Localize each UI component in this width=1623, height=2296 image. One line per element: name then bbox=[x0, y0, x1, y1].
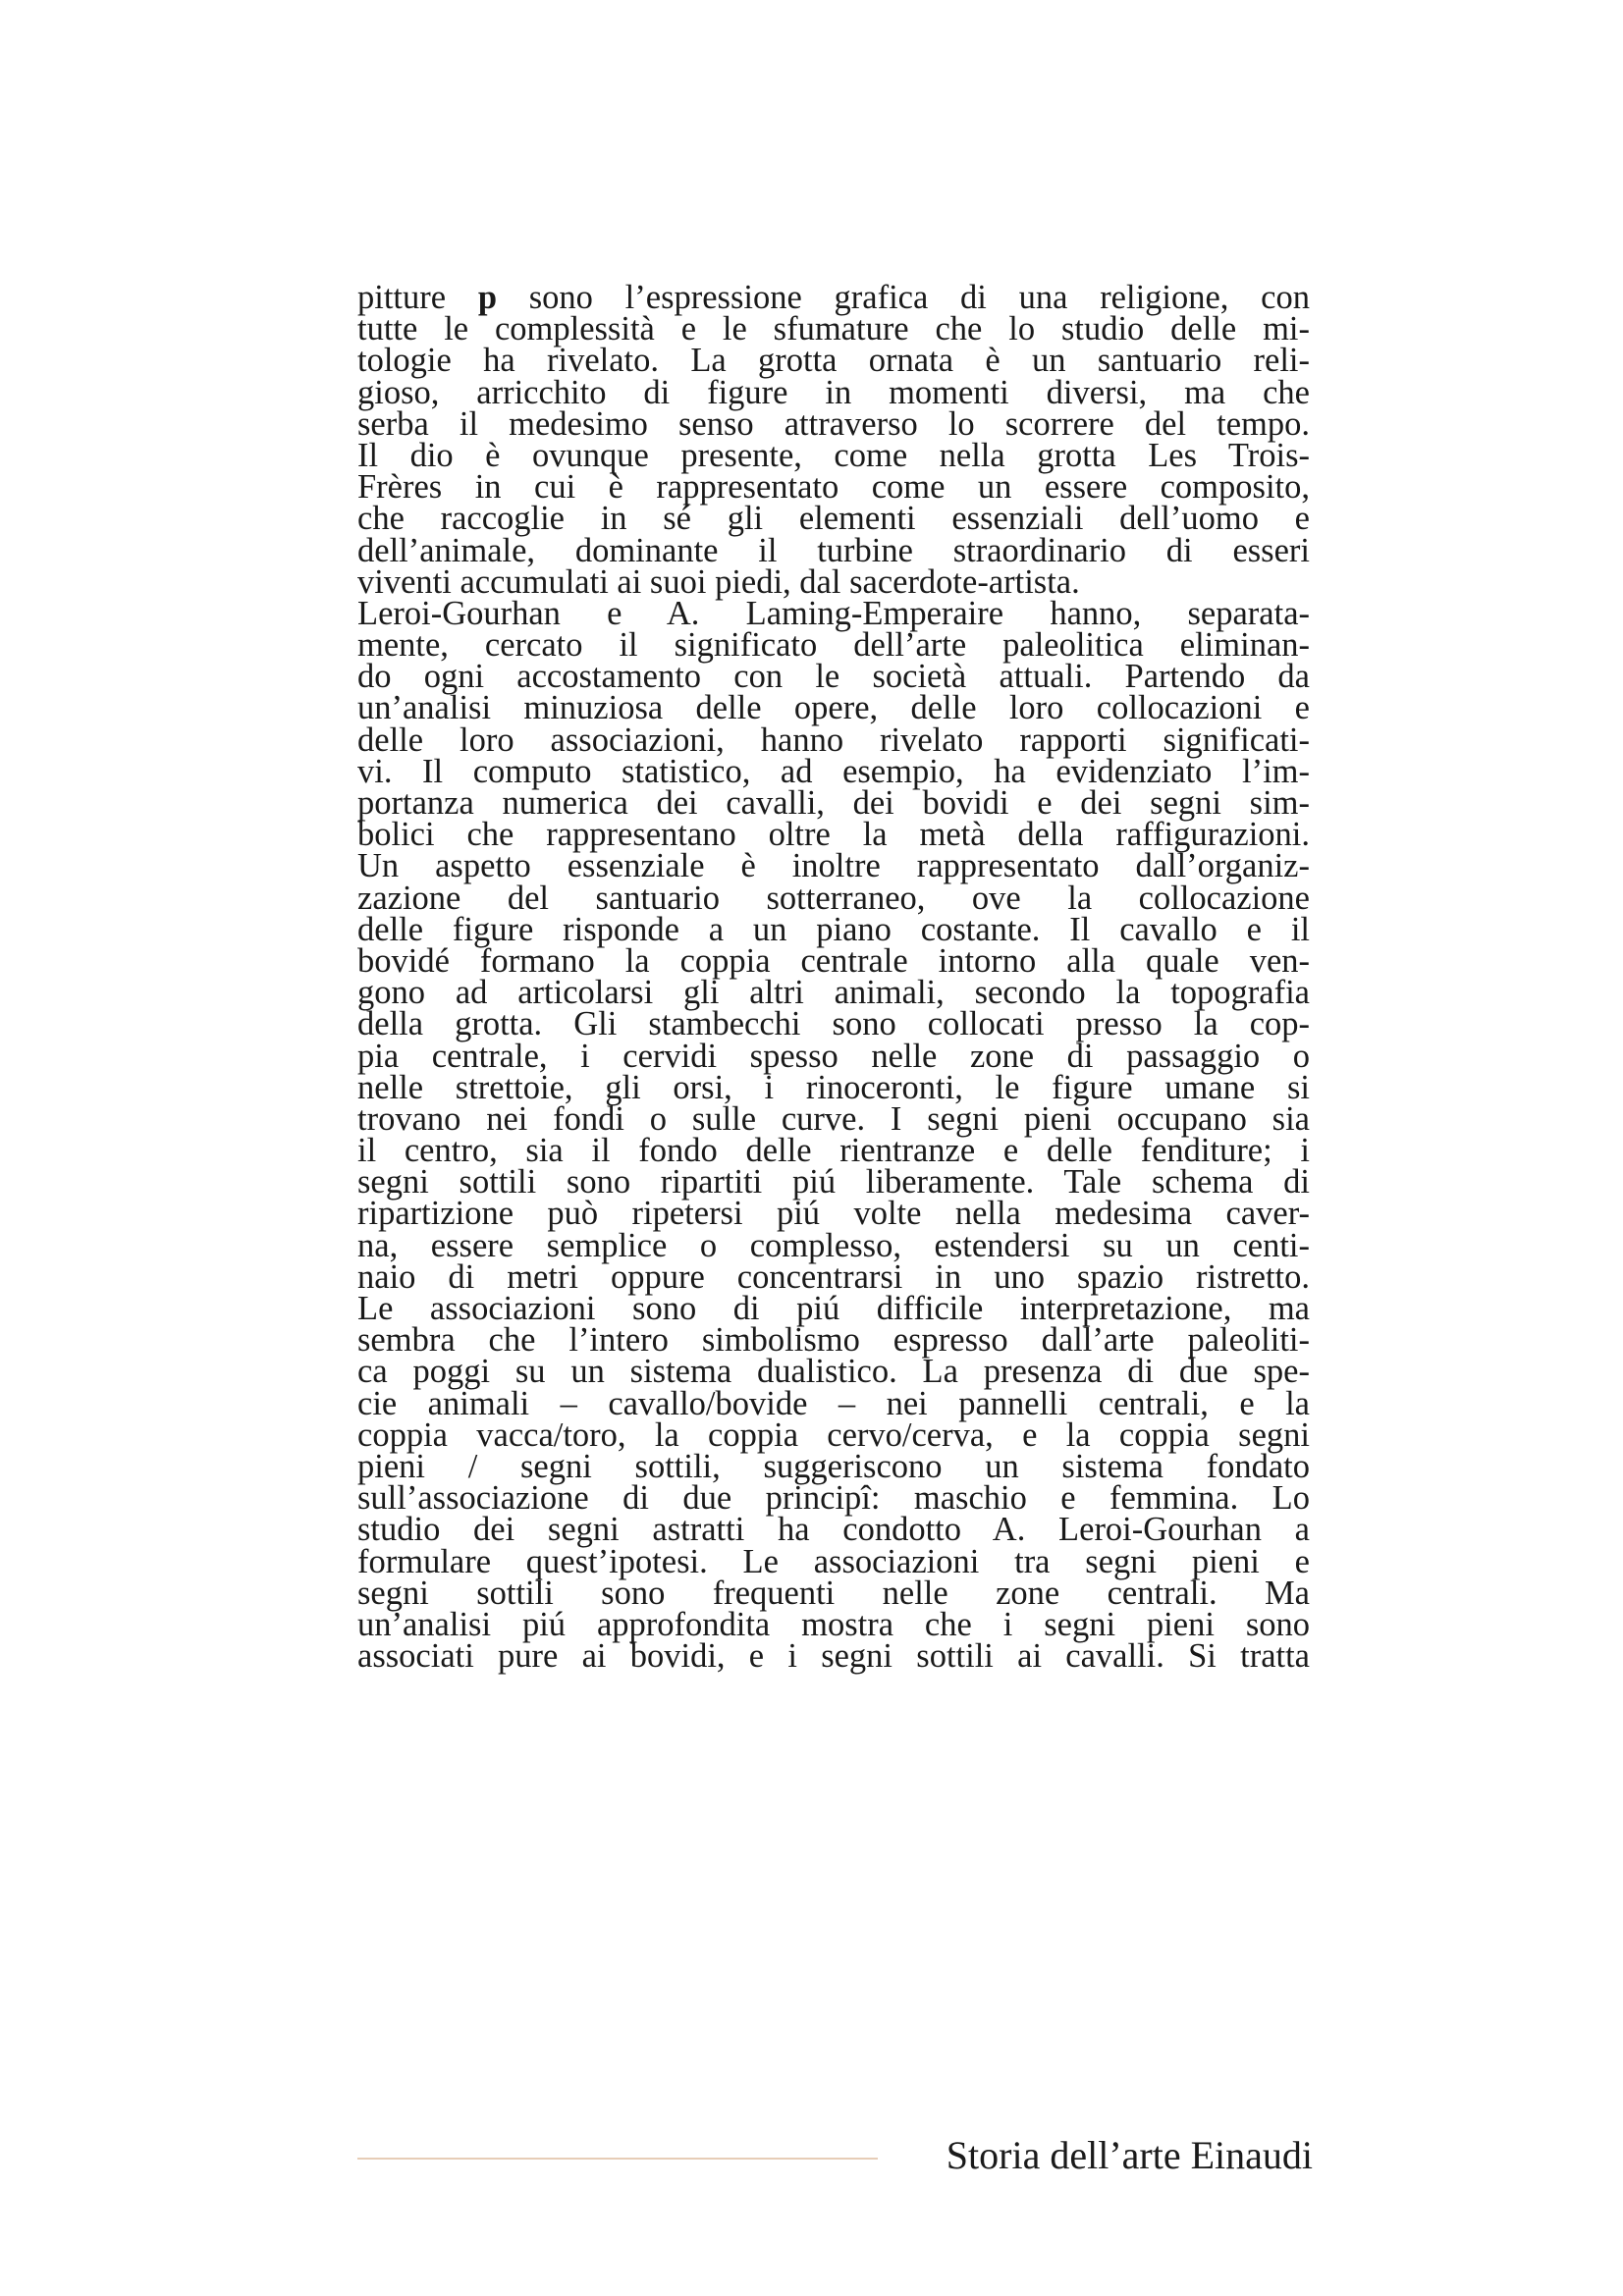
text-line: portanza numerica dei cavalli, dei bovidi e dei segni sim- bbox=[357, 784, 1310, 822]
text-line: un’analisi piú approfondita mostra che i segni pieni sono bbox=[357, 1605, 1310, 1643]
text-line: pieni / segni sottili, suggeriscono un sistema fondato bbox=[357, 1447, 1310, 1485]
text-line: trovano nei fondi o sulle curve. I segni pieni occupano sia bbox=[357, 1099, 1310, 1138]
text-line: do ogni accostamento con le società attuali. Partendo da bbox=[357, 658, 1310, 696]
text-fragment: pitture bbox=[357, 279, 478, 316]
text-line: Le associazioni sono di piú difficile interpretazione, ma bbox=[357, 1290, 1310, 1327]
text-line: Un aspetto essenziale è inoltre rappresentato dall’organiz- bbox=[357, 847, 1310, 885]
text-line: nelle strettoie, gli orsi, i rinoceronti, le figure umane si bbox=[357, 1068, 1310, 1106]
bold-letter: p bbox=[477, 279, 497, 316]
text-line: sembra che l’intero simbolismo espresso dall’arte paleoliti- bbox=[357, 1321, 1310, 1360]
text-line: delle figure risponde a un piano costante. Il cavallo e il bbox=[357, 910, 1310, 948]
text-line: bovidé formano la coppia centrale intorno alla quale ven- bbox=[357, 941, 1310, 980]
text-line: coppia vacca/toro, la coppia cervo/cerva, e la coppia segni bbox=[357, 1415, 1310, 1454]
footer-rule bbox=[357, 2158, 878, 2160]
text-line: il centro, sia il fondo delle rientranze e delle fenditure; i bbox=[357, 1132, 1310, 1170]
text-line: na, essere semplice o complesso, estendersi su un centi- bbox=[357, 1226, 1310, 1264]
text-line: un’analisi minuziosa delle opere, delle loro collocazioni e bbox=[357, 689, 1310, 727]
text-line: dell’animale, dominante il turbine straordinario di esseri bbox=[357, 531, 1310, 569]
text-line: sull’associazione di due principî: maschio e femmina. Lo bbox=[357, 1479, 1310, 1518]
text-line: naio di metri oppure concentrarsi in uno spazio ristretto. bbox=[357, 1257, 1310, 1296]
text-line: ripartizione può ripetersi piú volte nella medesima caver- bbox=[357, 1195, 1310, 1233]
text-line: della grotta. Gli stambecchi sono collocati presso la cop- bbox=[357, 1005, 1310, 1043]
text-line: bolici che rappresentano oltre la metà della raffigurazioni. bbox=[357, 816, 1310, 854]
text-line: Il dio è ovunque presente, come nella grotta Les Trois- bbox=[357, 436, 1310, 474]
text-line: cie animali – cavallo/bovide – nei pannelli centrali, e la bbox=[357, 1384, 1310, 1422]
text-line bbox=[357, 279, 1310, 316]
text-line: segni sottili sono frequenti nelle zone centrali. Ma bbox=[357, 1574, 1310, 1612]
text-line: segni sottili sono ripartiti piú liberamente. Tale schema di bbox=[357, 1163, 1310, 1201]
footer-title: Storia dell’arte Einaudi bbox=[946, 2133, 1313, 2177]
text-line: tutte le complessità e le sfumature che lo studio delle mi- bbox=[357, 310, 1310, 348]
text-line: Frères in cui è rappresentato come un essere composito, bbox=[357, 468, 1310, 507]
text-line: che raccoglie in sé gli elementi essenziali dell’uomo e bbox=[357, 500, 1310, 538]
text-fragment: sono l’espressione grafica di una religione, con bbox=[497, 279, 1310, 316]
text-line: gioso, arricchito di figure in momenti diversi, ma che bbox=[357, 373, 1310, 411]
text-line: associati pure ai bovidi, e i segni sottili ai cavalli. Si tratta bbox=[357, 1637, 1310, 1676]
text-line: vi. Il computo statistico, ad esempio, ha evidenziato l’im- bbox=[357, 752, 1310, 790]
text-line: tologie ha rivelato. La grotta ornata è un santuario reli- bbox=[357, 342, 1310, 380]
text-line: ca poggi su un sistema dualistico. La presenza di due spe- bbox=[357, 1353, 1310, 1391]
text-line: delle loro associazioni, hanno rivelato rapporti significati- bbox=[357, 721, 1310, 759]
text-line: zazione del santuario sotterraneo, ove la collocazione bbox=[357, 879, 1310, 917]
text-line: pia centrale, i cervidi spesso nelle zone di passaggio o bbox=[357, 1037, 1310, 1075]
text-line: studio dei segni astratti ha condotto A. Leroi-Gourhan a bbox=[357, 1511, 1310, 1549]
text-line: formulare quest’ipotesi. Le associazioni tra segni pieni e bbox=[357, 1542, 1310, 1580]
text-line: viventi accumulati ai suoi piedi, dal sacerdote-artista. bbox=[357, 562, 1080, 601]
text-line: mente, cercato il significato dell’arte paleolitica eliminan- bbox=[357, 626, 1310, 665]
text-line: serba il medesimo senso attraverso lo scorrere del tempo. bbox=[357, 404, 1310, 443]
body-text bbox=[357, 279, 1310, 1676]
text-line: gono ad articolarsi gli altri animali, secondo la topografia bbox=[357, 974, 1310, 1012]
text-line: Leroi-Gourhan e A. Laming-Emperaire hanno, separata- bbox=[357, 594, 1310, 632]
